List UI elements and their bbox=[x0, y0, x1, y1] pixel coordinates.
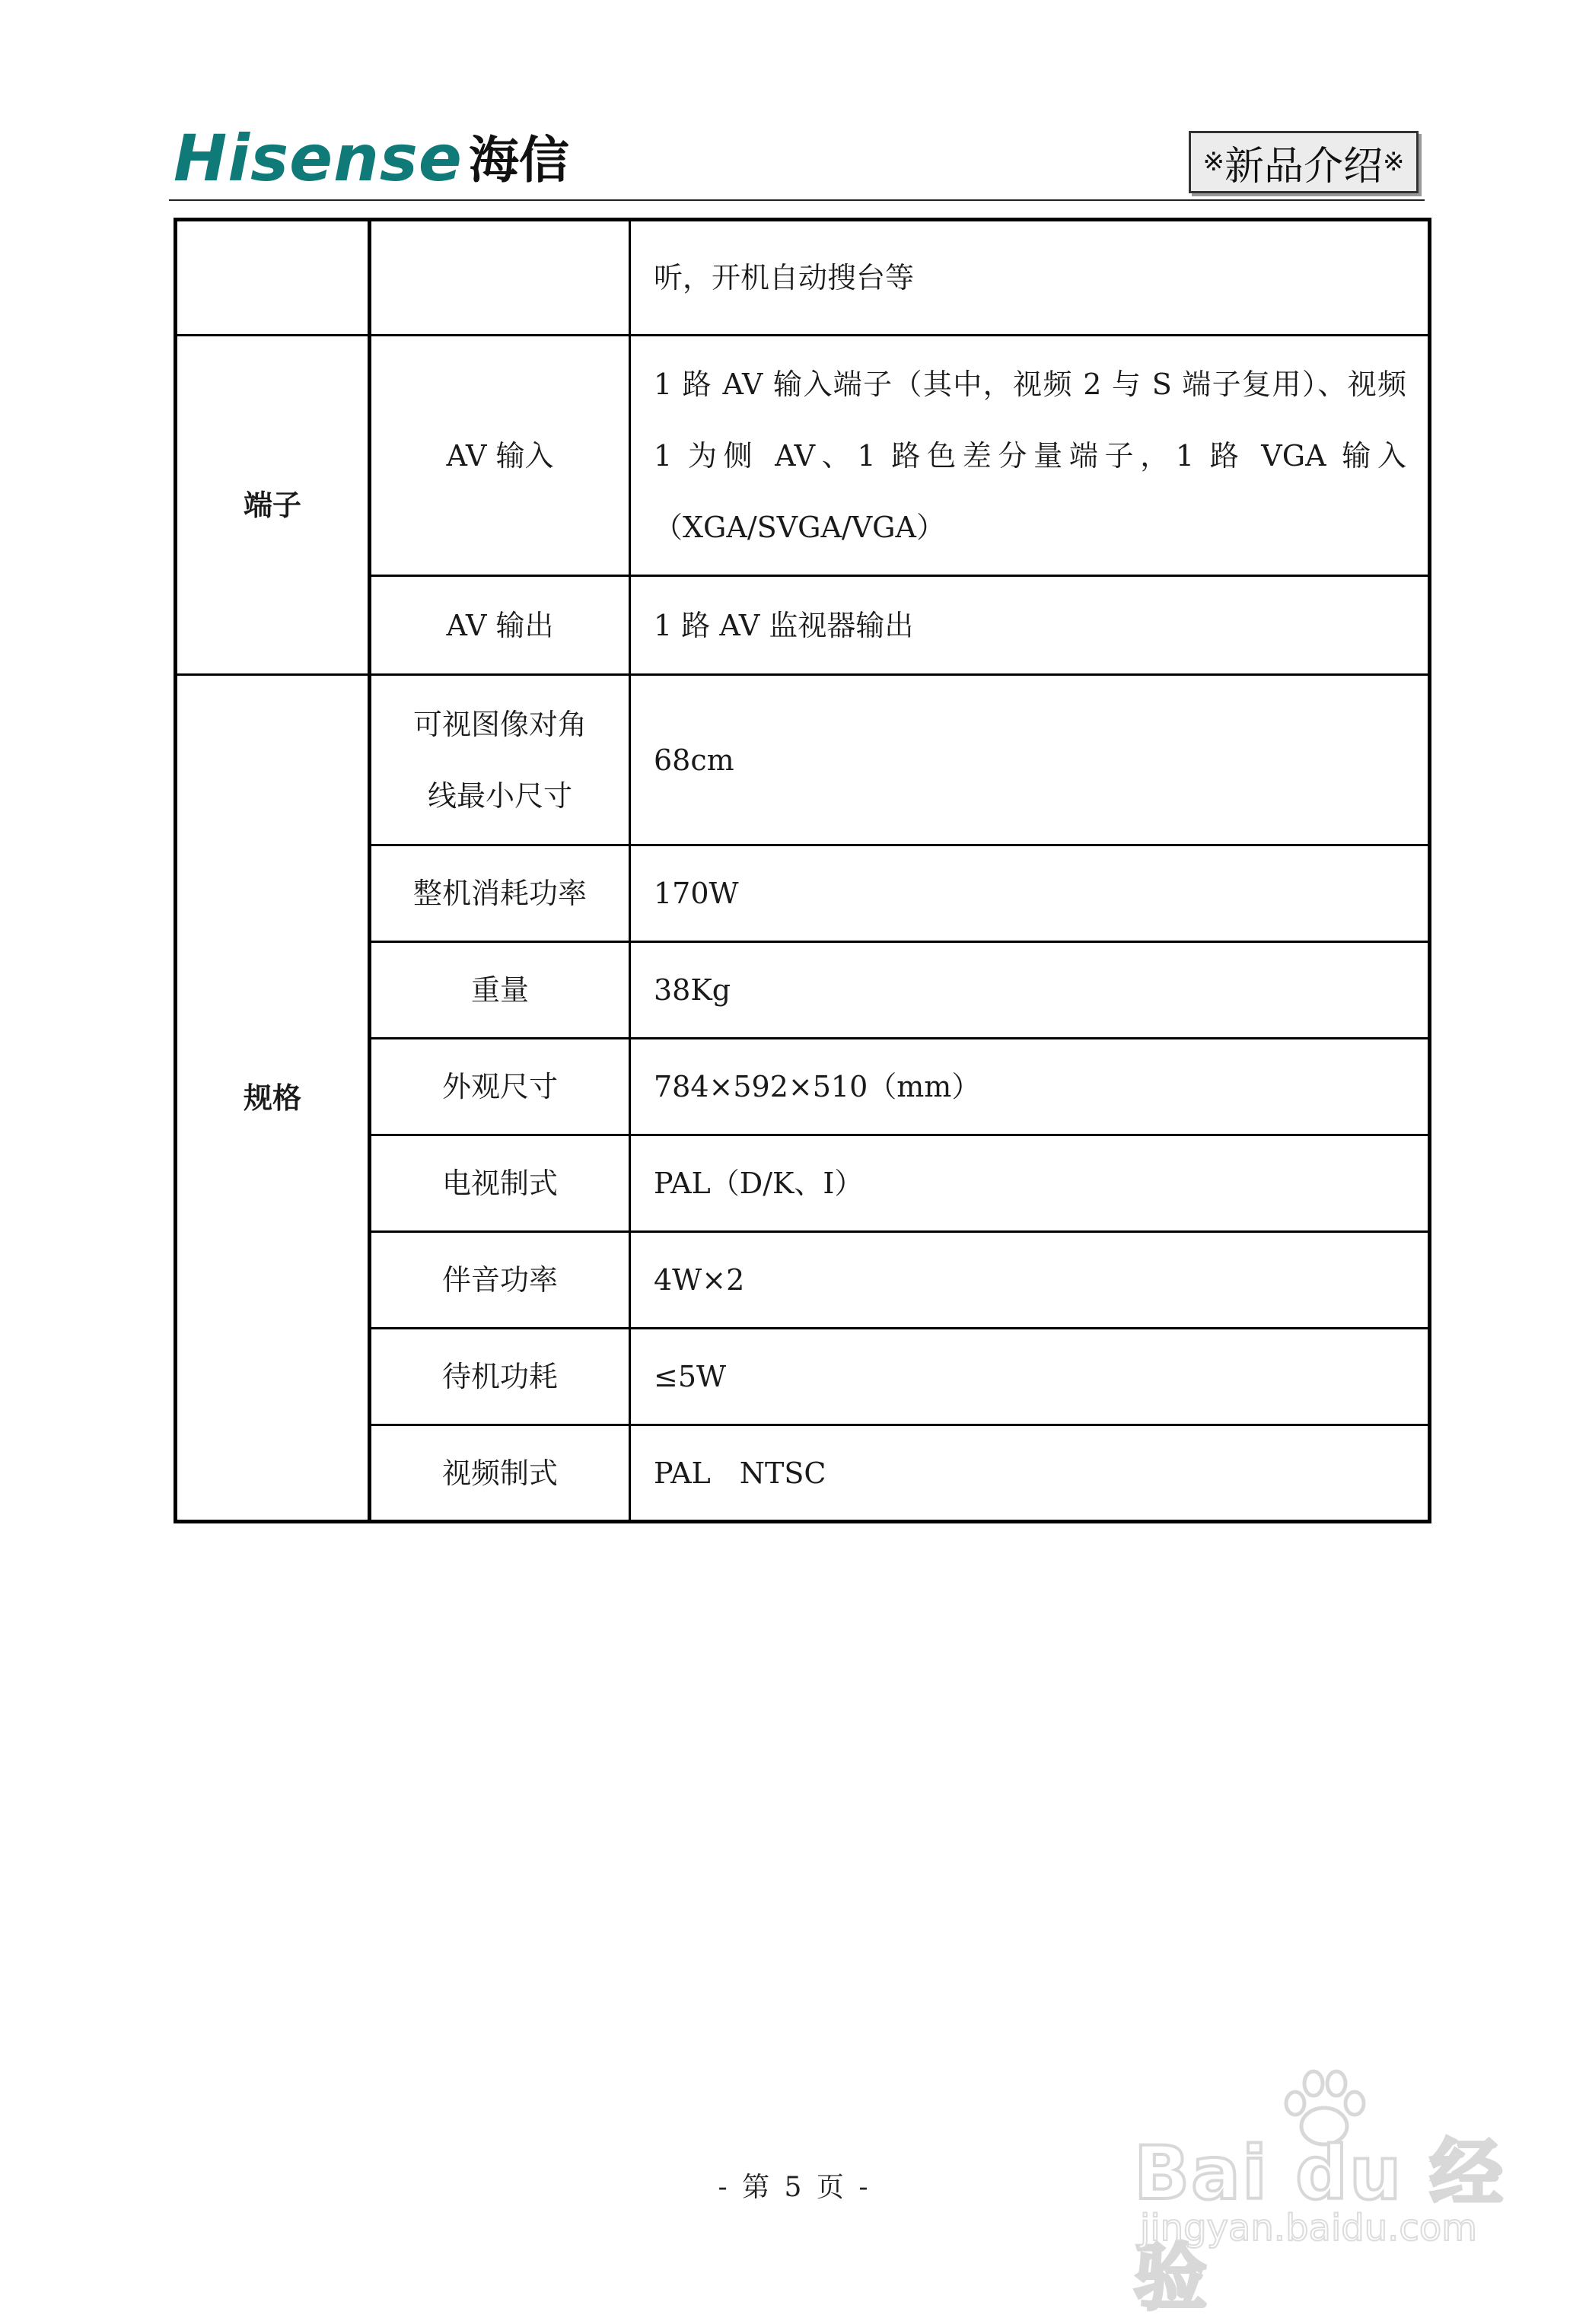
av-input-line-2: 1 为侧 AV、1 路色差分量端子，1 路 VGA 输入 bbox=[654, 438, 1406, 473]
badge-mark-right: ※ bbox=[1383, 147, 1405, 177]
value-power-consumption: 170W bbox=[630, 845, 1430, 942]
new-product-badge bbox=[1189, 131, 1419, 193]
page-number: - 第 5 页 - bbox=[718, 2172, 871, 2203]
value-dimensions: 784×592×510（mm） bbox=[630, 1039, 1430, 1135]
value-cell: 听，开机自动搜台等 bbox=[630, 220, 1430, 336]
badge-text: 新品介绍 bbox=[1224, 143, 1383, 189]
category-specs: 规格 bbox=[176, 675, 370, 1522]
value-weight: 38Kg bbox=[630, 942, 1430, 1039]
watermark-brand: Bai du 经验 bbox=[1134, 2131, 1505, 2320]
label-standby-power: 待机功耗 bbox=[370, 1329, 630, 1425]
logo-chinese: 海信 bbox=[468, 131, 569, 189]
av-input-line-1: 1 路 AV 输入端子（其中，视频 2 与 S 端子复用）、视频 bbox=[654, 367, 1406, 401]
av-input-line-3: （XGA/SVGA/VGA） bbox=[654, 510, 945, 544]
label-line-1: 可视图像对角 bbox=[412, 707, 587, 741]
empty-label-cell bbox=[370, 220, 630, 336]
value-av-input bbox=[630, 336, 1430, 576]
spec-table bbox=[174, 218, 1431, 1523]
empty-category-cell bbox=[176, 220, 370, 336]
label-av-output: AV 输出 bbox=[370, 576, 630, 675]
label-power-consumption: 整机消耗功率 bbox=[370, 845, 630, 942]
value-audio-power: 4W×2 bbox=[630, 1232, 1430, 1329]
label-weight: 重量 bbox=[370, 942, 630, 1039]
label-tv-system: 电视制式 bbox=[370, 1135, 630, 1232]
label-av-input: AV 输入 bbox=[370, 336, 630, 576]
value-video-system: PAL NTSC bbox=[630, 1425, 1430, 1522]
table-row bbox=[176, 220, 1430, 336]
label-audio-power: 伴音功率 bbox=[370, 1232, 630, 1329]
label-diagonal-size bbox=[370, 675, 630, 845]
table-row bbox=[176, 336, 1430, 576]
category-terminal: 端子 bbox=[176, 336, 370, 675]
badge-mark-left: ※ bbox=[1202, 147, 1224, 177]
value-standby-power: ≤5W bbox=[630, 1329, 1430, 1425]
header-divider bbox=[169, 199, 1425, 201]
value-diagonal-size: 68cm bbox=[630, 675, 1430, 845]
hisense-logo bbox=[174, 121, 569, 196]
value-av-output: 1 路 AV 监视器输出 bbox=[630, 576, 1430, 675]
label-dimensions: 外观尺寸 bbox=[370, 1039, 630, 1135]
table-row bbox=[176, 675, 1430, 845]
label-video-system: 视频制式 bbox=[370, 1425, 630, 1522]
baidu-watermark bbox=[1126, 2067, 1507, 2320]
label-line-2: 线最小尺寸 bbox=[427, 778, 572, 813]
logo-english: Hisense bbox=[174, 121, 463, 196]
watermark-url: jingyan.baidu.com bbox=[1140, 2207, 1477, 2249]
value-tv-system: PAL（D/K、I） bbox=[630, 1135, 1430, 1232]
